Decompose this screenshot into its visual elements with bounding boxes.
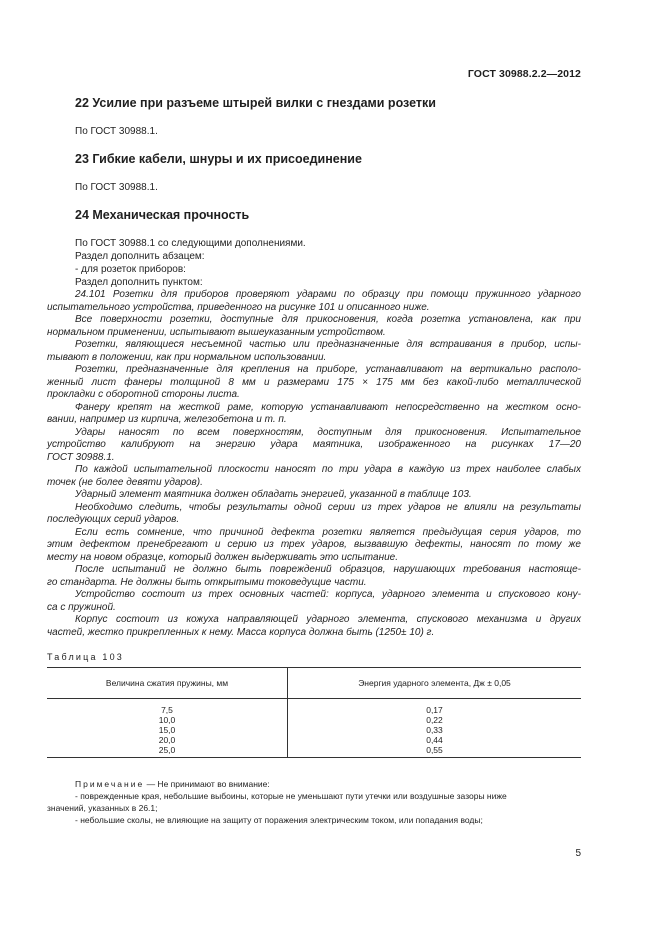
- standard-header: ГОСТ 30988.2.2—2012: [467, 68, 581, 80]
- clause-text-line: женный лист фанеры толщиной 8 мм и размерами 175 × 175 мм без какой-либо металлической: [47, 376, 581, 388]
- energy-value: 0,55: [426, 745, 443, 755]
- table-header-compression: Величина сжатия пружины, мм: [47, 668, 288, 699]
- page-number: 5: [575, 848, 581, 859]
- energy-column: [288, 699, 582, 758]
- clause-text-line: последующих серий ударов.: [47, 514, 180, 525]
- clause-text-line: са с пружиной.: [47, 601, 116, 613]
- note-line: значений, указанных в 26.1;: [47, 803, 158, 813]
- clause-text-line: частей, жестко прикрепленных к нему. Масса корпуса должна быть (1250± 10) г.: [47, 626, 435, 638]
- clause-text-line: нормальном применении, испытывают вышеуказанным устройством.: [47, 326, 386, 338]
- energy-value: 0,44: [426, 735, 443, 745]
- clause-text-line: После испытаний не должно быть повреждений образцов, нарушающих требования настояще-: [75, 564, 581, 575]
- note-intro-text: — Не принимают во внимание:: [144, 779, 270, 789]
- clause-text-line: Если есть сомнение, что причиной дефекта розетки является предыдущая серия ударов, то: [75, 526, 581, 538]
- clause-text-line: По каждой испытательной плоскости наносят по три удара в каждую из трех наиболее слабых: [75, 464, 581, 475]
- table-caption: Таблица 103: [47, 652, 125, 662]
- section-24-heading: 24 Механическая прочность: [75, 208, 250, 222]
- clause-text-line: точек (не более девяти ударов).: [47, 476, 203, 488]
- clause-text-line: го стандарта. Не должны быть открытыми токоведущие части.: [47, 576, 367, 588]
- energy-value: 0,22: [426, 715, 443, 725]
- clause-text-line: ГОСТ 30988.1.: [47, 451, 115, 463]
- energy-value: 0,33: [426, 725, 443, 735]
- clause-text-line: Устройство состоит из трех основных частей: корпуса, ударного элемента и спускового кону-: [75, 589, 581, 600]
- section-23-body: По ГОСТ 30988.1.: [75, 182, 158, 193]
- note-intro: [75, 778, 581, 790]
- compression-value: 20,0: [158, 735, 176, 745]
- plain-line: Раздел дополнить пунктом:: [75, 277, 203, 288]
- clause-text-line: Ударный элемент маятника должен обладать энергией, указанной в таблице 103.: [75, 489, 472, 500]
- clause-text-line: 24.101 Розетки для приборов проверяют ударами по образцу при помощи пружинного ударного: [75, 289, 581, 300]
- note-label: Примечание: [75, 779, 145, 789]
- clause-text-line: Розетки, предназначенные для крепления на приборе, устанавливают на вертикально располо-: [75, 364, 581, 375]
- clause-text-line: месту на новом образце, который должен выдерживать это испытание.: [47, 551, 398, 563]
- energy-value: 0,17: [426, 705, 443, 715]
- table-header-energy: Энергия ударного элемента, Дж ± 0,05: [288, 668, 582, 699]
- plain-line: Раздел дополнить абзацем:: [75, 251, 205, 262]
- compression-column: [47, 699, 288, 758]
- note-line: - небольшие сколы, не влияющие на защиту от поражения электрическим током, или попадания воды;: [75, 815, 483, 825]
- section-23-heading: 23 Гибкие кабели, шнуры и их присоединение: [75, 152, 362, 166]
- clause-text-line: Все поверхности розетки, доступные для прикосновения, когда розетка установлена, как при: [75, 314, 581, 325]
- note-line: - поврежденные края, небольшие выбоины, которые не уменьшают пути утечки или воздушные зазоры ниже: [75, 791, 507, 801]
- clause-text-line: испытательного устройства, приведенного на рисунке 101 и описанного ниже.: [47, 301, 430, 313]
- section-24-body: По ГОСТ 30988.1 со следующими дополнениями.: [75, 238, 306, 249]
- clause-text-line: Необходимо следить, чтобы результаты одной серии из трех ударов не влияли на результаты: [75, 501, 581, 513]
- compression-value: 10,0: [158, 715, 176, 725]
- compression-value: 15,0: [158, 725, 176, 735]
- clause-text-line: Корпус состоит из кожуха направляющей ударного элемента, спускового механизма и других: [75, 614, 581, 625]
- clause-text-line: этим дефектом пренебрегают и серию из трех ударов, вызвавшую дефекты, наносят по тому же: [47, 539, 581, 550]
- page-content: [47, 96, 581, 826]
- section-22-heading: 22 Усилие при разъеме штырей вилки с гнездами розетки: [75, 96, 436, 110]
- clause-text-line: устройство калибруют на энергию удара маятника, изображенного на рисунках 17—20: [47, 439, 581, 450]
- plain-line: - для розеток приборов:: [75, 264, 186, 275]
- clause-text-line: тывают в положении, как при нормальном использовании.: [47, 351, 327, 363]
- clause-24-101-text: [47, 289, 581, 639]
- clause-text-line: вании, например из кирпича, железобетона и т. п.: [47, 414, 287, 425]
- clause-text-line: Розетки, являющиеся несъемной частью или предназначенные для встраивания в прибор, испы-: [75, 339, 581, 350]
- compression-value: 25,0: [158, 745, 176, 755]
- table-103: [47, 667, 581, 758]
- compression-value: 7,5: [161, 705, 173, 715]
- section-22-body: По ГОСТ 30988.1.: [75, 126, 158, 137]
- clause-text-line: Удары наносят по всем поверхностям, доступным для прикосновения. Испытательное: [75, 426, 581, 438]
- clause-text-line: Фанеру крепят на жесткой раме, которую устанавливают непосредственно на жестком осно-: [75, 401, 581, 413]
- clause-text-line: прокладки с оборотной стороны листа.: [47, 389, 240, 400]
